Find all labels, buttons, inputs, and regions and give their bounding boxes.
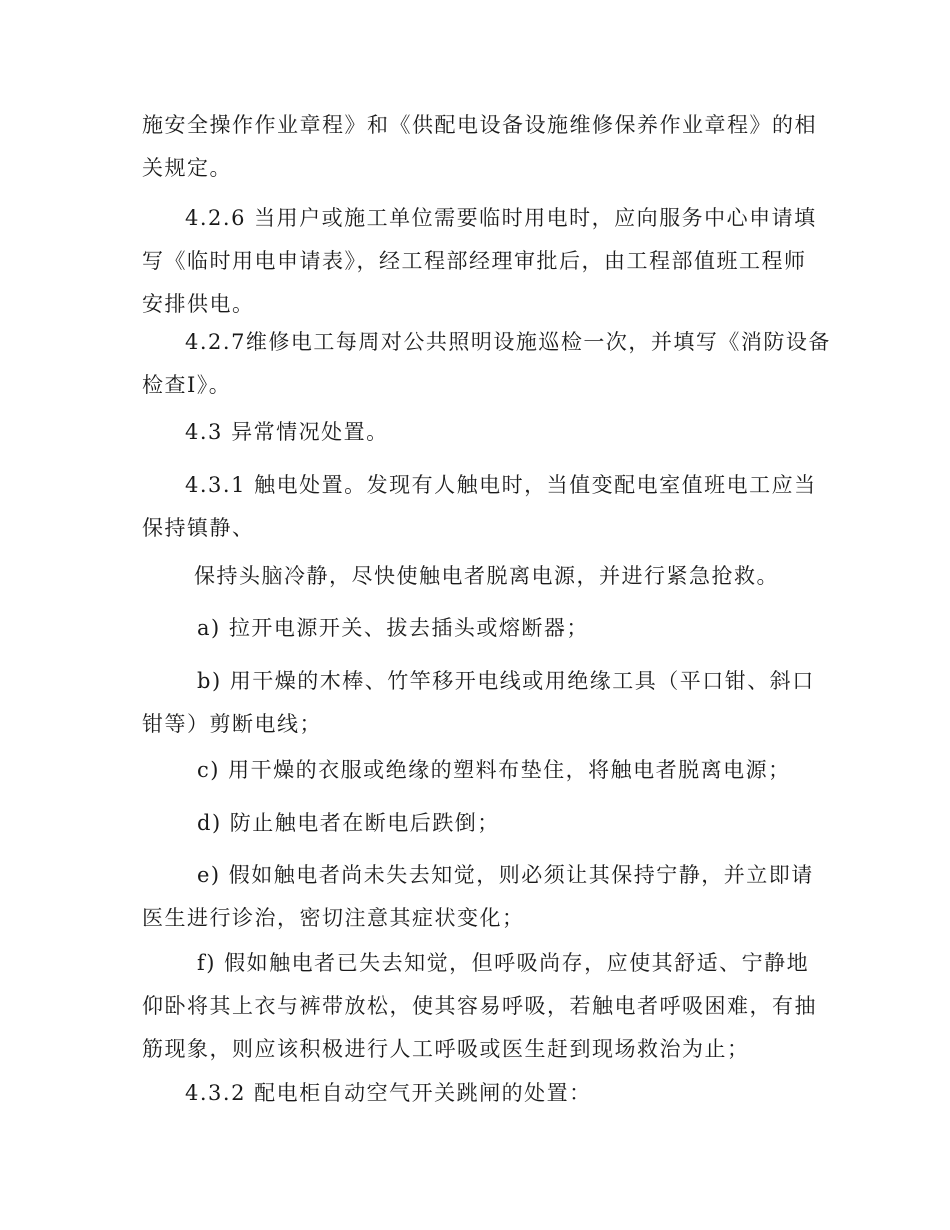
text-line: 4.2.6 当用户或施工单位需要临时用电时，应向服务中心申请填 — [185, 206, 817, 230]
list-item-b — [142, 660, 815, 746]
paragraph-4-3-1 — [142, 464, 817, 550]
text-line: 仰卧将其上衣与裤带放松，使其容易呼吸，若触电者呼吸困难，有抽 — [142, 994, 817, 1018]
text-line: 医生进行诊治，密切注意其症状变化； — [142, 906, 525, 930]
list-item-c — [142, 749, 810, 792]
text-line: 4.3.2 配电柜自动空气开关跳闸的处置： — [185, 1081, 592, 1105]
text-line: 关规定。 — [142, 156, 232, 180]
text-line: 施安全操作作业章程》和《供配电设备设施维修保养作业章程》的相 — [142, 113, 817, 137]
text-line: 4.3.1 触电处置。发现有人触电时，当值变配电室值班电工应当 — [185, 473, 817, 497]
section-heading-4-3 — [142, 411, 810, 454]
list-item-d — [142, 802, 810, 845]
text-line: c) 用干燥的衣服或绝缘的塑料布垫住，将触电者脱离电源； — [197, 758, 791, 782]
paragraph-keep-calm — [142, 555, 810, 598]
text-line: 钳等）剪断电线； — [142, 712, 322, 736]
text-line: d) 防止触电者在断电后跌倒； — [197, 811, 500, 835]
text-line: 保持头脑冷静，尽快使触电者脱离电源，并进行紧急抢救。 — [194, 564, 779, 588]
text-line: 4.3 异常情况处置。 — [185, 420, 389, 444]
text-line: e) 假如触电者尚未失去知觉，则必须让其保持宁静，并立即请 — [197, 863, 814, 887]
list-item-e — [142, 854, 814, 940]
paragraph-4-3-2 — [142, 1072, 810, 1115]
text-line: a) 拉开电源开关、拔去插头或熔断器； — [197, 616, 589, 640]
list-item-f — [142, 942, 817, 1071]
text-line: f) 假如触电者已失去知觉，但呼吸尚存，应使其舒适、宁静地 — [197, 951, 810, 975]
paragraph-continuation — [142, 104, 817, 190]
text-line: 检查Ⅰ》。 — [142, 373, 232, 397]
text-line: 4.2.7维修电工每周对公共照明设施巡检一次，并填写《消防设备 — [185, 330, 831, 354]
text-line: 写《临时用电申请表》，经工程部经理审批后，由工程部值班工程师 — [142, 249, 807, 273]
list-item-a — [142, 607, 810, 650]
paragraph-4-2-7 — [142, 321, 831, 407]
paragraph-4-2-6 — [142, 197, 817, 326]
text-line: 筋现象，则应该积极进行人工呼吸或医生赶到现场救治为止； — [142, 1037, 750, 1061]
text-line: b) 用干燥的木棒、竹竿移开电线或用绝缘工具（平口钳、斜口 — [197, 669, 815, 693]
text-line: 保持镇静、 — [142, 516, 255, 540]
text-line: 安排供电。 — [142, 292, 255, 316]
